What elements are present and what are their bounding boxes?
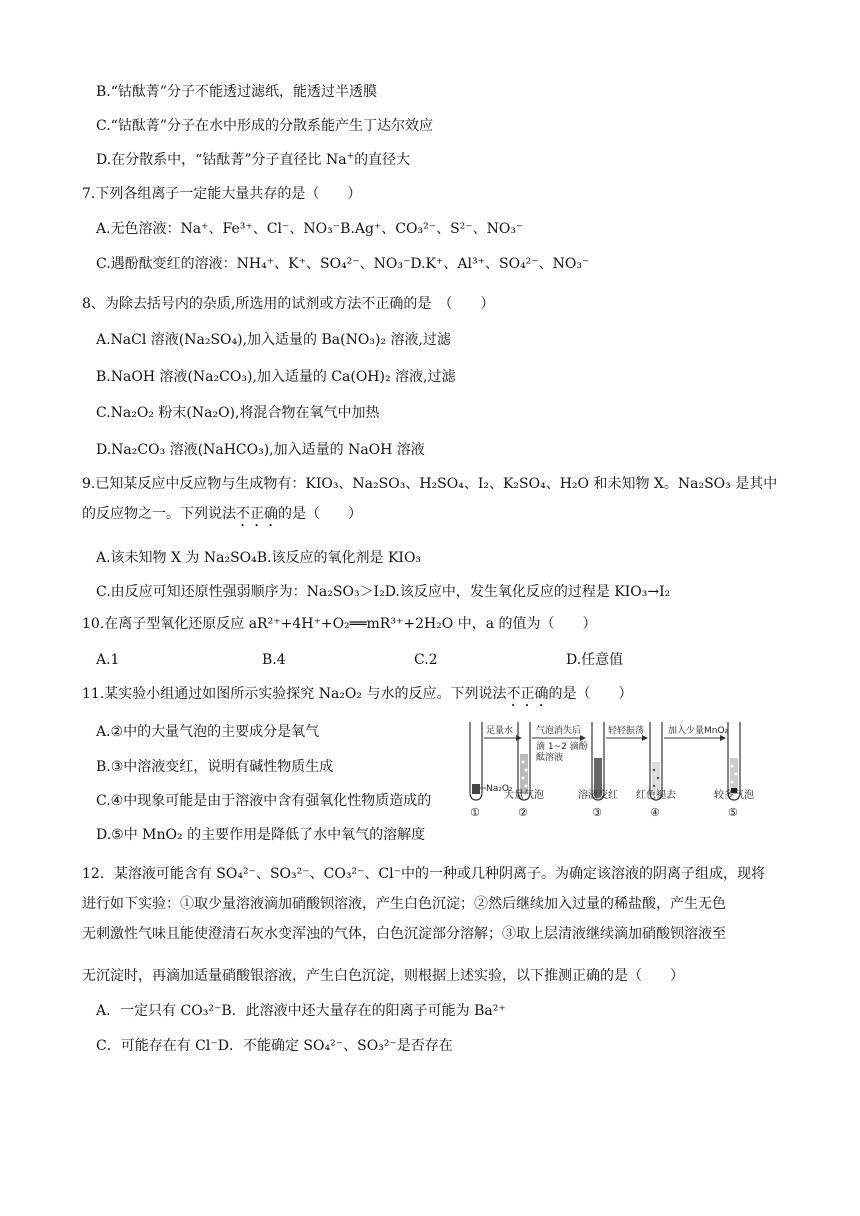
test-tube-4 — [650, 722, 662, 800]
tube-number-4: ④ — [650, 806, 660, 819]
arrow2-label-2: 滴 1~2 滴酚 — [536, 742, 588, 752]
arrow1-label: 足量水 — [486, 726, 514, 736]
q11-stem-text: 11.某实验小组通过如图所示实验探究 Na₂O₂ 与水的反应。下列说法 — [82, 686, 507, 702]
q6-option-c: C.“钴酞菁”分子在水中形成的分散系能产生丁达尔效应 — [96, 118, 433, 134]
caption-3: 溶液变红 — [578, 790, 618, 801]
q6-option-d-sup: + — [346, 151, 355, 162]
q9-stem-text-end: 的是（ ） — [278, 506, 362, 522]
q8-option-a: A.NaCl 溶液(Na₂SO₄),加入适量的 Ba(NO₃)₂ 溶液,过滤 — [96, 332, 451, 348]
tube-number-1: ① — [470, 806, 480, 819]
tube-number-2: ② — [518, 806, 528, 819]
q6-option-b: B.“钴酞菁”分子不能透过滤纸，能透过半透膜 — [96, 84, 378, 100]
q11-option-c: C.④中现象可能是由于溶液中含有强氧化性物质造成的 — [96, 793, 432, 809]
q7-stem: 7.下列各组离子一定能大量共存的是（ ） — [82, 186, 362, 202]
q11-option-a: A.②中的大量气泡的主要成分是氧气 — [96, 724, 320, 740]
arrow2-label-3: 酞溶液 — [536, 753, 564, 763]
q12-stem-line1: 12．某溶液可能含有 SO₄²⁻、SO₃²⁻、CO₃²⁻、Cl⁻中的一种或几种阴离子。为确定该溶液的阴离子组成，现将 — [82, 866, 766, 882]
q8-option-b: B.NaOH 溶液(Na₂CO₃),加入适量的 Ca(OH)₂ 溶液,过滤 — [96, 369, 456, 385]
q12-stem-line2: 进行如下实验：①取少量溶液滴加硝酸钡溶液，产生白色沉淀；②然后继续加入过量的稀盐酸，产生无色 — [82, 896, 726, 912]
q6-option-d-text: D.在分散系中，“钴酞菁”分子直径比 Na — [96, 152, 347, 168]
q7-options-cd: C.遇酚酞变红的溶液：NH₄⁺、K⁺、SO₄²⁻、NO₃⁻D.K⁺、Al³⁺、SO₄²⁻、NO₃⁻ — [96, 256, 590, 272]
q9-options-cd: C.由反应可知还原性强弱顺序为：Na₂SO₃＞I₂D.该反应中，发生氧化反应的过程是 KIO₃→I₂ — [96, 584, 671, 600]
arrow3-label: 轻轻振荡 — [608, 726, 645, 736]
q9-options-ab: A.该未知物 X 为 Na₂SO₄B.该反应的氧化剂是 KIO₃ — [96, 550, 422, 566]
q12-stem-line3: 无刺激性气味且能使澄清石灰水变浑浊的气体，白色沉淀部分溶解；③取上层清液继续滴加硝酸钡溶液至 — [82, 926, 726, 942]
reagent-label: Na₂O₂ — [486, 784, 513, 794]
q6-option-d — [96, 150, 410, 170]
q9-stem-text: 的反应物之一。下列说法 — [82, 506, 236, 522]
test-tube-5 — [728, 722, 740, 800]
arrow4-label: 加入少量MnO₂ — [668, 726, 729, 736]
q10-option-b: B.4 — [262, 652, 286, 668]
arrow2-label-1: 气泡消失后 — [536, 726, 582, 736]
test-tube-2 — [518, 722, 530, 800]
test-tube-3 — [592, 722, 604, 800]
q6-option-d-text-end: 的直径大 — [354, 152, 411, 168]
q11-emphasis: 不正确 — [506, 686, 549, 702]
q10-option-c: C.2 — [414, 652, 438, 668]
caption-4: 红色褪去 — [636, 790, 676, 801]
q11-option-b: B.③中溶液变红，说明有碱性物质生成 — [96, 759, 334, 775]
caption-5: 较多气泡 — [714, 790, 754, 801]
q12-options-cd: C．可能存在有 Cl⁻D．不能确定 SO₄²⁻、SO₃²⁻是否存在 — [96, 1038, 453, 1054]
q11-option-d: D.⑤中 MnO₂ 的主要作用是降低了水中氧气的溶解度 — [96, 827, 426, 843]
q8-option-d: D.Na₂CO₃ 溶液(NaHCO₃),加入适量的 NaOH 溶液 — [96, 442, 425, 458]
q10-stem: 10.在离子型氧化还原反应 aR²⁺+4H⁺+O₂══mR³⁺+2H₂O 中，a 的值为（ ） — [82, 616, 597, 632]
q12-options-ab: A．一定只有 CO₃²⁻B．此溶液中还大量存在的阳离子可能为 Ba²⁺ — [96, 1003, 506, 1019]
q11-stem-text-end: 的是（ ） — [548, 686, 633, 702]
q10-option-d: D.任意值 — [566, 652, 624, 668]
q8-stem: 8、为除去括号内的杂质,所选用的试剂或方法不正确的是 （ ） — [82, 296, 495, 312]
caption-2: 大量气泡 — [504, 790, 544, 801]
q12-stem-line4: 无沉淀时，再滴加适量硝酸银溶液，产生白色沉淀，则根据上述实验，以下推测正确的是（ ） — [82, 968, 684, 984]
q9-emphasis: 不正确 — [236, 506, 278, 522]
q11-stem — [82, 684, 632, 710]
q9-stem-line2 — [82, 504, 362, 530]
q9-stem-line1: 9.已知某反应中反应物与生成物有：KIO₃、Na₂SO₃、H₂SO₄、I₂、K₂SO₄、H₂O 和未知物 X。Na₂SO₃ 是其中 — [82, 476, 778, 492]
tube-number-3: ③ — [592, 806, 602, 819]
q11-experiment-figure — [466, 718, 776, 820]
q10-option-a: A.1 — [96, 652, 120, 668]
tube-number-5: ⑤ — [728, 806, 738, 819]
q8-option-c: C.Na₂O₂ 粉末(Na₂O),将混合物在氧气中加热 — [96, 405, 380, 421]
q7-options-ab: A.无色溶液：Na⁺、Fe³⁺、Cl⁻、NO₃⁻B.Ag⁺、CO₃²⁻、S²⁻、NO₃⁻ — [96, 221, 524, 237]
